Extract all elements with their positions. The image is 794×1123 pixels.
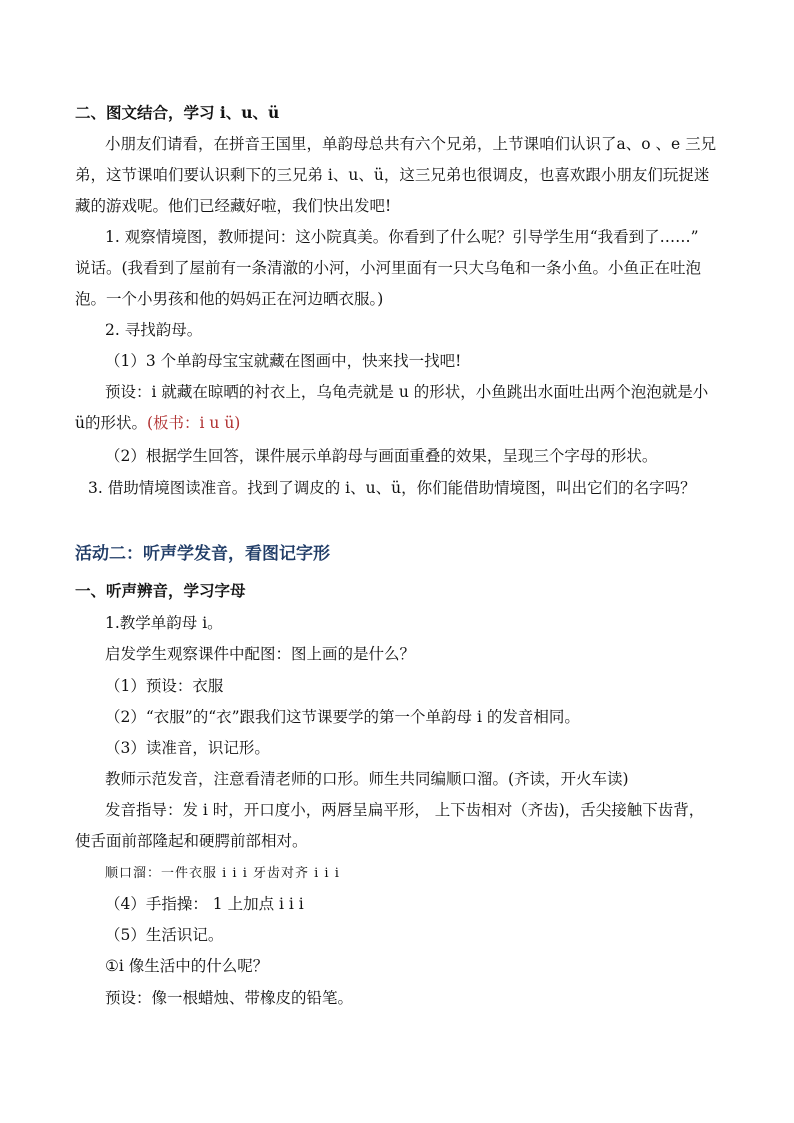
paragraph-line: 说话。(我看到了屋前有一条清澈的小河，小河里面有一只大乌龟和一条小鱼。小鱼正在吐泡 — [75, 259, 702, 277]
activity-heading: 活动二：听声学发音，看图记字形 — [75, 544, 330, 564]
paragraph-line: 2. 寻找韵母。 — [105, 321, 203, 339]
paragraph-line: （2）“衣服”的“衣”跟我们这节课要学的第一个单韵母 i 的发音相同。 — [105, 708, 580, 726]
paragraph-line: （2）根据学生回答，课件展示单韵母与画面重叠的效果，呈现三个字母的形状。 — [105, 447, 658, 465]
section-heading: 二、图文结合，学习 i、u、ü — [75, 103, 280, 122]
subheading: 一、听声辨音，学习字母 — [75, 581, 246, 600]
paragraph-line: 预设：i 就藏在晾晒的衬衣上，乌龟壳就是 u 的形状，小鱼跳出水面吐出两个泡泡就是小 — [105, 383, 709, 401]
paragraph-line: 3. 借助情境图读准音。找到了调皮的 i、u、ü，你们能借助情境图，叫出它们的名字吗？ — [88, 479, 696, 497]
paragraph-line: 1.教学单韵母 i。 — [105, 614, 223, 632]
paragraph-line: （1）预设：衣服 — [105, 677, 224, 695]
paragraph-line: 泡。一个小男孩和他的妈妈正在河边晒衣服。) — [75, 290, 384, 308]
paragraph-line: 1. 观察情境图，教师提问：这小院真美。你看到了什么呢？引导学生用“我看到了……” — [105, 228, 699, 246]
paragraph-text: ü的形状。 — [75, 414, 147, 432]
paragraph-line: 发音指导：发 i 时，开口度小，两唇呈扁平形， 上下齿相对（齐齿)，舌尖接触下齿背， — [105, 801, 705, 819]
paragraph-line: ①i 像生活中的什么呢？ — [105, 957, 269, 975]
paragraph-line: 教师示范发音，注意看清老师的口形。师生共同编顺口溜。(齐读，开火车读) — [105, 770, 629, 788]
paragraph-line: 使舌面前部隆起和硬腭前部相对。 — [75, 832, 308, 850]
paragraph-line: 藏的游戏呢。他们已经藏好啦，我们快出发吧! — [75, 197, 392, 215]
paragraph-line: 小朋友们请看，在拼音王国里，单韵母总共有六个兄弟，上节课咱们认识了a、o 、e 三兄 — [105, 135, 717, 153]
paragraph-line: （4）手指操： 1 上加点 i i i — [105, 895, 304, 913]
paragraph-line: （1）3 个单韵母宝宝就藏在图画中，快来找一找吧! — [105, 352, 462, 370]
paragraph-line — [75, 413, 240, 433]
paragraph-line: 弟，这节课咱们要认识剩下的三兄弟 i、u、ü，这三兄弟也很调皮，也喜欢跟小朋友们玩捉迷 — [75, 166, 710, 184]
paragraph-line: 启发学生观察课件中配图：图上画的是什么？ — [105, 645, 416, 663]
rhyme-line: 顺口溜：一件衣服 i i i 牙齿对齐 i i i — [105, 866, 340, 881]
paragraph-line: 预设：像一根蜡烛、带橡皮的铅笔。 — [105, 989, 354, 1007]
paragraph-line: （5）生活识记。 — [105, 926, 224, 944]
board-note: (板书：i u ü) — [146, 414, 241, 432]
paragraph-line: （3）读准音，识记形。 — [105, 739, 270, 757]
